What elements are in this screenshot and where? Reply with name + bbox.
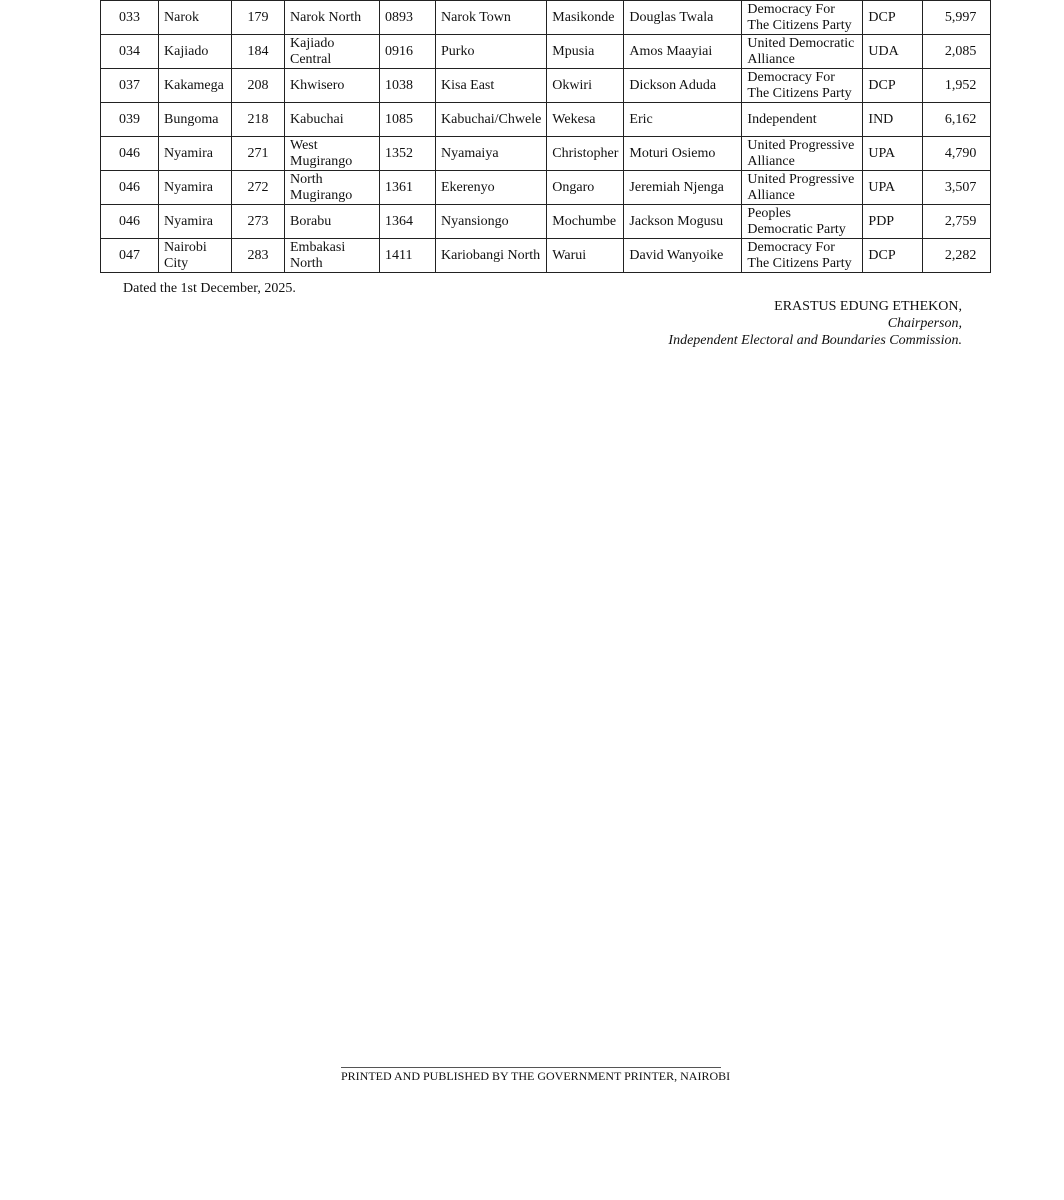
constituency-cell: Narok North bbox=[285, 1, 380, 35]
constituency-code-cell: 271 bbox=[232, 137, 285, 171]
county-cell: Nyamira bbox=[159, 137, 232, 171]
ward-code-cell: 1364 bbox=[380, 205, 436, 239]
other-names-cell: Douglas Twala bbox=[624, 1, 742, 35]
constituency-code-cell: 273 bbox=[232, 205, 285, 239]
table-row bbox=[101, 239, 991, 273]
ward-cell: Kariobangi North bbox=[436, 239, 547, 273]
party-abbreviation-cell: DCP bbox=[863, 239, 923, 273]
party-abbreviation-cell: DCP bbox=[863, 1, 923, 35]
county-cell: Kakamega bbox=[159, 69, 232, 103]
other-names-cell: David Wanyoike bbox=[624, 239, 742, 273]
county-code-cell: 046 bbox=[101, 205, 159, 239]
constituency-code-cell: 208 bbox=[232, 69, 285, 103]
party-abbreviation-cell: PDP bbox=[863, 205, 923, 239]
other-names-cell: Amos Maayiai bbox=[624, 35, 742, 69]
ward-cell: Nyansiongo bbox=[436, 205, 547, 239]
party-cell: Independent bbox=[742, 103, 863, 137]
constituency-code-cell: 272 bbox=[232, 171, 285, 205]
party-cell: United Democratic Alliance bbox=[742, 35, 863, 69]
surname-cell: Masikonde bbox=[547, 1, 624, 35]
county-code-cell: 033 bbox=[101, 1, 159, 35]
ward-code-cell: 1085 bbox=[380, 103, 436, 137]
votes-cell: 2,282 bbox=[923, 239, 991, 273]
table-row bbox=[101, 1, 991, 35]
signature-block bbox=[668, 298, 962, 349]
results-table bbox=[100, 0, 991, 273]
constituency-cell: Embakasi North bbox=[285, 239, 380, 273]
ward-cell: Ekerenyo bbox=[436, 171, 547, 205]
party-cell: Democracy For The Citizens Party bbox=[742, 239, 863, 273]
ward-cell: Nyamaiya bbox=[436, 137, 547, 171]
ward-cell: Narok Town bbox=[436, 1, 547, 35]
other-names-cell: Moturi Osiemo bbox=[624, 137, 742, 171]
constituency-cell: West Mugirango bbox=[285, 137, 380, 171]
surname-cell: Ongaro bbox=[547, 171, 624, 205]
county-cell: Bungoma bbox=[159, 103, 232, 137]
ward-code-cell: 1411 bbox=[380, 239, 436, 273]
constituency-cell: Borabu bbox=[285, 205, 380, 239]
ward-code-cell: 1361 bbox=[380, 171, 436, 205]
surname-cell: Wekesa bbox=[547, 103, 624, 137]
constituency-cell: North Mugirango bbox=[285, 171, 380, 205]
constituency-cell: Kabuchai bbox=[285, 103, 380, 137]
surname-cell: Christopher bbox=[547, 137, 624, 171]
votes-cell: 2,759 bbox=[923, 205, 991, 239]
ward-code-cell: 1038 bbox=[380, 69, 436, 103]
printer-footer: PRINTED AND PUBLISHED BY THE GOVERNMENT PRINTER, NAIROBI bbox=[341, 1069, 731, 1083]
party-cell: United Progressive Alliance bbox=[742, 137, 863, 171]
constituency-code-cell: 184 bbox=[232, 35, 285, 69]
votes-cell: 1,952 bbox=[923, 69, 991, 103]
table-row bbox=[101, 103, 991, 137]
signatory-title: Chairperson, bbox=[887, 316, 962, 331]
constituency-code-cell: 179 bbox=[232, 1, 285, 35]
votes-cell: 4,790 bbox=[923, 137, 991, 171]
surname-cell: Warui bbox=[547, 239, 624, 273]
votes-cell: 2,085 bbox=[923, 35, 991, 69]
county-cell: Narok bbox=[159, 1, 232, 35]
constituency-code-cell: 283 bbox=[232, 239, 285, 273]
ward-cell: Purko bbox=[436, 35, 547, 69]
party-cell: Democracy For The Citizens Party bbox=[742, 1, 863, 35]
county-code-cell: 047 bbox=[101, 239, 159, 273]
dated-line: Dated the 1st December, 2025. bbox=[123, 281, 296, 296]
party-cell: United Progressive Alliance bbox=[742, 171, 863, 205]
other-names-cell: Eric bbox=[624, 103, 742, 137]
surname-cell: Okwiri bbox=[547, 69, 624, 103]
party-cell: Peoples Democratic Party bbox=[742, 205, 863, 239]
party-abbreviation-cell: UPA bbox=[863, 137, 923, 171]
ward-code-cell: 1352 bbox=[380, 137, 436, 171]
votes-cell: 3,507 bbox=[923, 171, 991, 205]
ward-code-cell: 0893 bbox=[380, 1, 436, 35]
signatory-organisation: Independent Electoral and Boundaries Commission. bbox=[668, 333, 962, 348]
ward-code-cell: 0916 bbox=[380, 35, 436, 69]
constituency-code-cell: 218 bbox=[232, 103, 285, 137]
table-row bbox=[101, 35, 991, 69]
other-names-cell: Jeremiah Njenga bbox=[624, 171, 742, 205]
party-abbreviation-cell: DCP bbox=[863, 69, 923, 103]
county-cell: Nyamira bbox=[159, 171, 232, 205]
constituency-cell: Khwisero bbox=[285, 69, 380, 103]
footer-rule bbox=[341, 1067, 721, 1068]
votes-cell: 6,162 bbox=[923, 103, 991, 137]
table-row bbox=[101, 171, 991, 205]
county-code-cell: 037 bbox=[101, 69, 159, 103]
other-names-cell: Dickson Aduda bbox=[624, 69, 742, 103]
ward-cell: Kabuchai/Chwele bbox=[436, 103, 547, 137]
surname-cell: Mochumbe bbox=[547, 205, 624, 239]
surname-cell: Mpusia bbox=[547, 35, 624, 69]
party-abbreviation-cell: IND bbox=[863, 103, 923, 137]
party-abbreviation-cell: UPA bbox=[863, 171, 923, 205]
county-cell: Nyamira bbox=[159, 205, 232, 239]
party-abbreviation-cell: UDA bbox=[863, 35, 923, 69]
constituency-cell: Kajiado Central bbox=[285, 35, 380, 69]
ward-cell: Kisa East bbox=[436, 69, 547, 103]
county-code-cell: 039 bbox=[101, 103, 159, 137]
signatory-name: ERASTUS EDUNG ETHEKON, bbox=[774, 299, 962, 314]
county-cell: Nairobi City bbox=[159, 239, 232, 273]
table-row bbox=[101, 205, 991, 239]
votes-cell: 5,997 bbox=[923, 1, 991, 35]
table-row bbox=[101, 69, 991, 103]
county-code-cell: 046 bbox=[101, 137, 159, 171]
county-cell: Kajiado bbox=[159, 35, 232, 69]
party-cell: Democracy For The Citizens Party bbox=[742, 69, 863, 103]
county-code-cell: 046 bbox=[101, 171, 159, 205]
county-code-cell: 034 bbox=[101, 35, 159, 69]
other-names-cell: Jackson Mogusu bbox=[624, 205, 742, 239]
table-row bbox=[101, 137, 991, 171]
